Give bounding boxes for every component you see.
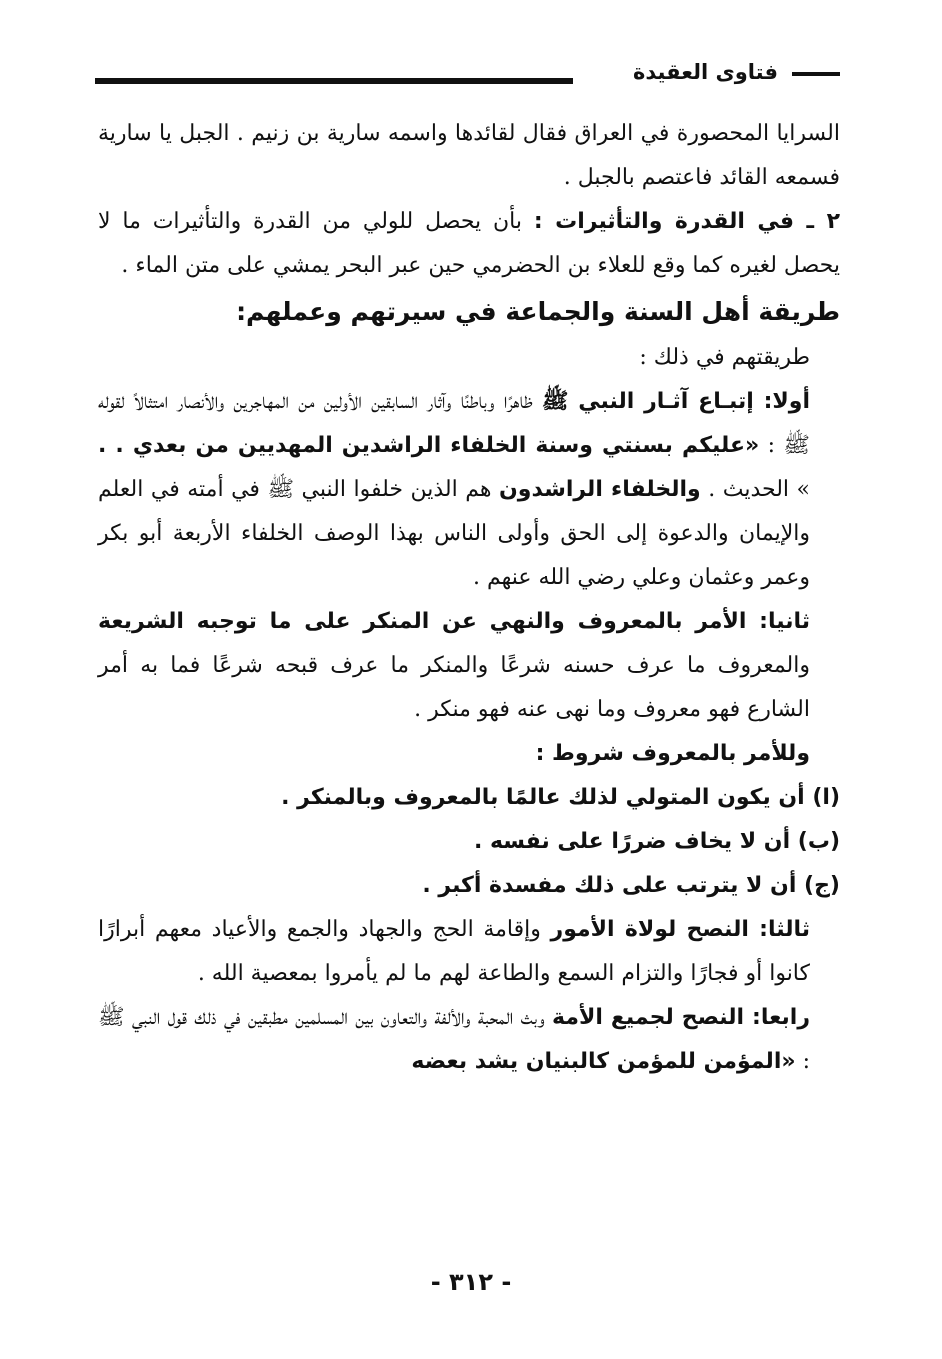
- condition-c: (ج) أن لا يترتب على ذلك مفسدة أكبر .: [422, 873, 840, 898]
- paragraph-qudra: [98, 200, 840, 288]
- paragraph-first: [98, 380, 840, 600]
- paragraph-qudra-label: ٢ ـ في القدرة والتأثيرات :: [533, 209, 840, 234]
- condition-a: (ا) أن يكون المتولي لذلك عالمًا بالمعروف وبالمنكر .: [281, 785, 840, 810]
- running-header: [95, 56, 840, 96]
- paragraph-second-text: والمعروف ما عرف حسنه شرعًا والمنكر ما عرف قبحه شرعًا فما به أمر الشارع فهو معروف وما نهى عنه فهو منكر .: [98, 653, 810, 722]
- paragraph-fourth-text: وبث المحبة والألفة والتعاون بين المسلمين مطبقين في ذلك قول النبي ﷺ :: [98, 1005, 810, 1074]
- header-rule: [95, 78, 573, 84]
- paragraph-third: [98, 908, 840, 996]
- paragraph-first-text-2: » الحديث .: [708, 477, 811, 502]
- hadith-quote: «عليكم بسنتي وسنة الخلفاء الراشدين المهديين من بعدي . .: [98, 433, 760, 458]
- header-title: فتاوى العقيدة: [633, 60, 778, 84]
- hadith-quote-2: «المؤمن للمؤمن كالبنيان يشد بعضه: [411, 1049, 796, 1074]
- paragraph-first-text: ظاهرًا وباطنًا وآثار السابقين الأولين من المهاجرين والأنصار امتثالاً لقوله ﷺ :: [98, 389, 811, 458]
- paragraph-first-bold: والخلفاء الراشدون: [499, 477, 701, 502]
- conditions-intro: وللأمر بالمعروف شروط :: [535, 741, 810, 766]
- paragraph-fourth: [98, 996, 840, 1084]
- page-body: [98, 112, 840, 1084]
- intro-line: طريقتهم في ذلك :: [639, 345, 810, 370]
- paragraph-fourth-label: رابعا: النصح لجميع الأمة: [552, 1005, 810, 1030]
- paragraph-sariya: السرايا المحصورة في العراق فقال لقائدها واسمه سارية بن زنيم . الجبل يا سارية فسمعه القائد فاعتصم بالجبل .: [98, 121, 840, 190]
- paragraph-qudra-text: بأن يحصل للولي من القدرة والتأثيرات ما لا يحصل لغيره كما وقع للعلاء بن الحضرمي حين عبر البحر يمشي على متن الماء .: [98, 209, 840, 278]
- header-dash: [792, 72, 840, 76]
- paragraph-first-text-3: هم الذين خلفوا النبي ﷺ في أمته في العلم والإيمان والدعوة إلى الحق وأولى الناس بهذا الوصف الخلفاء الأربعة أبو بكر وعمر وعثمان وعلي رضي الله عنهم .: [98, 477, 810, 590]
- paragraph-second-label: ثانيا: الأمر بالمعروف والنهي عن المنكر على ما توجبه الشريعة: [98, 609, 810, 634]
- paragraph-first-label: أولا: إتبـاع آثـار النبي ﷺ: [541, 389, 810, 414]
- paragraph-third-text: وإقامة الحج والجهاد والجمع والأعياد معهم أبرارًا كانوا أو فجارًا والتزام السمع والطاعة لهم ما لم يأمروا بمعصية الله .: [98, 917, 810, 986]
- paragraph-second: [98, 600, 840, 732]
- condition-b: (ب) أن لا يخاف ضررًا على نفسه .: [473, 829, 840, 854]
- page-number: - ٣١٢ -: [430, 1268, 512, 1296]
- paragraph-third-label: ثالثا: النصح لولاة الأمور: [550, 917, 811, 942]
- section-heading: طريقة أهل السنة والجماعة في سيرتهم وعملهم:: [236, 297, 840, 326]
